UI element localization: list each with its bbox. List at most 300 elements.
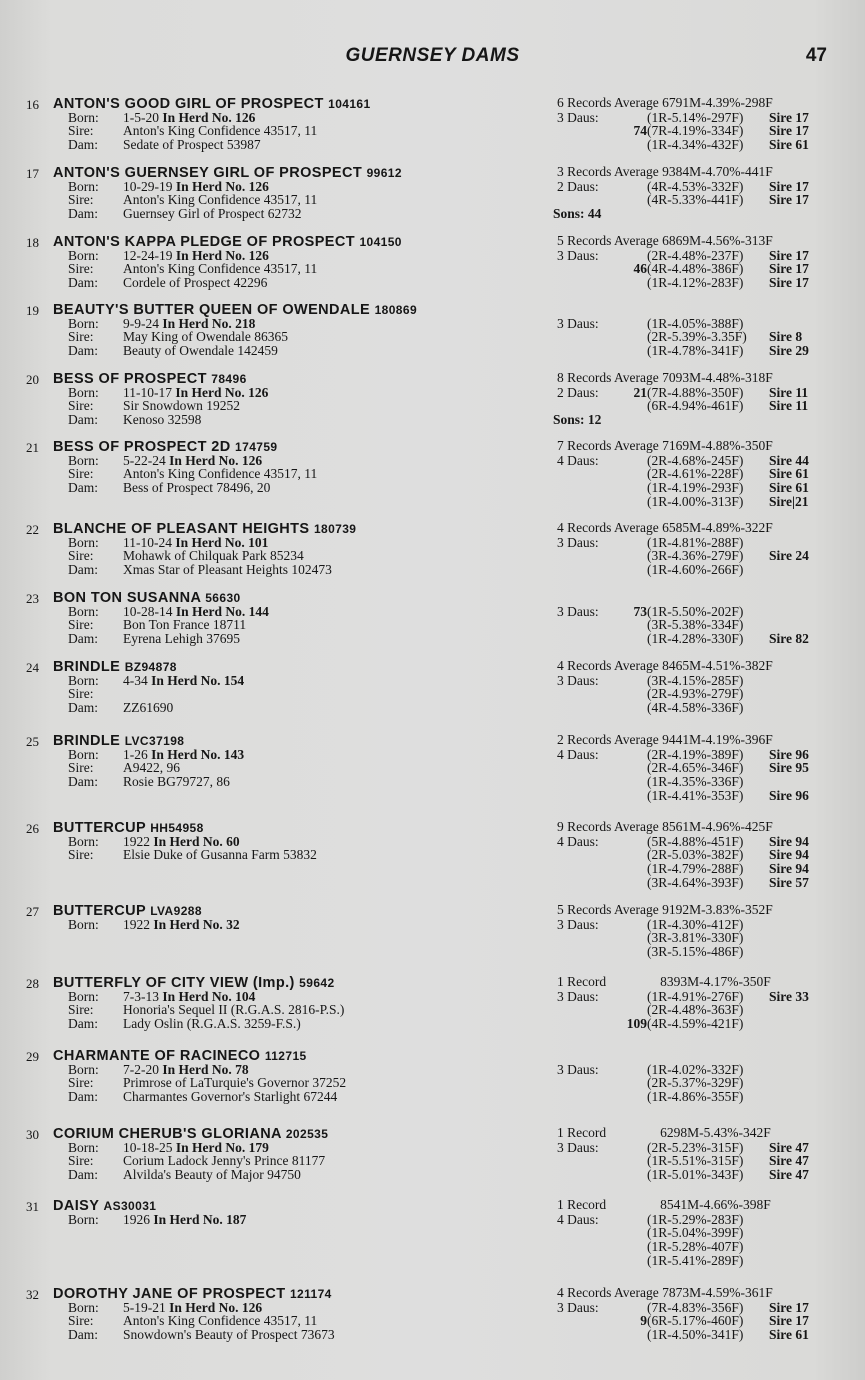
daughter-record: (1R-4.00%-313F): [647, 493, 744, 509]
daughter-record: (1R-4.81%-288F): [647, 534, 744, 550]
dam-name: Charmantes Governor's Starlight 67244: [123, 1089, 338, 1105]
born-date: 1922: [123, 833, 150, 849]
entry-number: 17: [26, 166, 39, 181]
daughter-sire: Sire|21: [769, 493, 809, 509]
herd-number: 218: [235, 315, 256, 331]
born-date: 10-29-19: [123, 178, 173, 194]
records-average: 1 Record 6298M-5.43%-342F: [557, 1125, 771, 1140]
daughter-record: (7R-4.19%-334F): [647, 123, 744, 139]
sons-count: Sons: 44: [553, 206, 602, 222]
daughter-sire: Sire 29: [769, 343, 809, 359]
sire-label: Sire:: [68, 466, 94, 482]
daughter-sire: Sire 61: [769, 1327, 809, 1343]
daughter-record: (3R-4.64%-393F): [647, 874, 744, 890]
herd-number: 104: [235, 988, 256, 1004]
daughter-sire: Sire 17: [769, 261, 809, 277]
daughter-sire: Sire 33: [769, 988, 809, 1004]
daughter-sire: Sire 11: [769, 384, 809, 400]
herd-number: 144: [248, 603, 269, 619]
born-date: 7-3-13: [123, 988, 159, 1004]
daughter-sire: Sire 82: [769, 631, 809, 647]
daughter-record: (1R-4.91%-276F): [647, 988, 744, 1004]
born-label: Born:: [68, 109, 99, 125]
registration-number: BZ94878: [124, 660, 177, 674]
registration-number: 180739: [313, 522, 357, 536]
daughters-label: 2 Daus:: [557, 384, 599, 400]
daughters-label: 3 Daus:: [557, 1061, 599, 1077]
born-date: 10-28-14: [123, 603, 173, 619]
in-herd-label: In Herd No.: [153, 833, 223, 849]
dam-line: [68, 344, 278, 358]
daughter-sire: Sire 8: [769, 329, 803, 345]
entry-number: 16: [26, 97, 39, 112]
daughter-record: (4R-4.59%-421F): [647, 1016, 744, 1032]
daughter-record: (6R-4.94%-461F): [647, 398, 744, 414]
dam-name: Lady Oslin (R.G.A.S. 3259-F.S.): [123, 1016, 301, 1032]
registration-number: LVA9288: [150, 904, 202, 918]
daughters-label: 4 Daus:: [557, 833, 599, 849]
registration-number: 99612: [366, 166, 402, 180]
in-herd-label: In Herd No.: [175, 1139, 246, 1155]
herd-number: 60: [226, 833, 240, 849]
dam-label: Dam:: [68, 1089, 98, 1105]
dam-label: Dam:: [68, 631, 98, 647]
daughter-sire: Sire 11: [769, 398, 809, 414]
cow-name-text: BUTTERCUP: [53, 903, 146, 919]
daughter-sire: Sire 61: [769, 137, 809, 153]
cow-name-text: BRINDLE: [53, 733, 121, 749]
records-average: 5 Records Average 6869M-4.56%-313F: [557, 233, 773, 248]
registration-number: HH54958: [150, 821, 204, 835]
records-average: 4 Records Average 7873M-4.59%-361F: [557, 1285, 773, 1300]
daughter-sire: Sire 47: [769, 1139, 809, 1155]
sons-count: Sons: 12: [553, 412, 602, 428]
daughter-sire: Sire 17: [769, 275, 809, 291]
dam-name: Rosie BG79727, 86: [123, 774, 230, 790]
dam-label: Dam:: [68, 562, 98, 578]
in-herd-label: In Herd No.: [162, 1061, 232, 1077]
cow-name-text: DOROTHY JANE OF PROSPECT: [53, 1286, 286, 1302]
sire-name: Primrose of LaTurquie's Governor 37252: [123, 1075, 347, 1091]
in-herd-label: In Herd No.: [169, 452, 239, 468]
registration-number: 202535: [285, 1127, 329, 1141]
born-date: 5-22-24: [123, 452, 166, 468]
herd-number: 126: [248, 178, 269, 194]
daughters-label: 2 Daus:: [557, 178, 599, 194]
dam-line: [68, 1168, 301, 1182]
daughter-lifetime: 73: [633, 603, 647, 619]
records-average: 7 Records Average 7169M-4.88%-350F: [557, 438, 773, 453]
entry-number: 18: [26, 235, 39, 250]
dam-name: Xmas Star of Pleasant Heights 102473: [123, 562, 332, 578]
daughter-sire: Sire 61: [769, 480, 809, 496]
cow-name-text: CORIUM CHERUB'S GLORIANA: [53, 1126, 282, 1142]
cow-name-text: CHARMANTE OF RACINECO: [53, 1048, 261, 1064]
born-label: Born:: [68, 534, 99, 550]
sire-label: Sire:: [68, 1153, 94, 1169]
daughter-record: (1R-4.35%-336F): [647, 774, 744, 790]
born-label: Born:: [68, 746, 99, 762]
herd-number: 126: [248, 384, 269, 400]
sire-label: Sire:: [68, 1313, 94, 1329]
daughter-sire: Sire 57: [769, 874, 809, 890]
cow-name-text: BEAUTY'S BUTTER QUEEN OF OWENDALE: [53, 302, 371, 318]
daughter-record: (1R-4.60%-266F): [647, 562, 744, 578]
daughter-record: (5R-4.88%-451F): [647, 833, 744, 849]
sire-label: Sire:: [68, 760, 94, 776]
daughter-sire: Sire 95: [769, 760, 809, 776]
born-label: Born:: [68, 247, 99, 263]
daughters-label: 3 Daus:: [557, 603, 599, 619]
sire-label: Sire:: [68, 329, 94, 345]
entry-number: 31: [26, 1199, 39, 1214]
in-herd-label: In Herd No.: [162, 988, 232, 1004]
dam-label: Dam:: [68, 1327, 98, 1343]
daughter-record: (1R-5.01%-343F): [647, 1167, 744, 1183]
daughters-label: 3 Daus:: [557, 247, 599, 263]
daughter-record: (4R-4.53%-332F): [647, 178, 744, 194]
registration-number: 174759: [235, 440, 278, 454]
herd-number: 154: [223, 672, 245, 688]
page-number: 47: [805, 45, 827, 66]
dam-line: [68, 1017, 301, 1031]
cow-name-text: BUTTERCUP: [53, 820, 146, 836]
dam-label: Dam:: [68, 1167, 98, 1183]
daughter-record: (4R-4.48%-386F): [647, 261, 744, 277]
dam-line: [68, 481, 270, 495]
daughter-record: (1R-5.29%-283F): [647, 1211, 744, 1227]
cow-name-text: BESS OF PROSPECT: [53, 371, 207, 387]
records-average: 6 Records Average 6791M-4.39%-298F: [557, 95, 773, 110]
in-herd-label: In Herd No.: [175, 603, 246, 619]
sire-label: Sire:: [68, 192, 94, 208]
born-label: Born:: [68, 178, 99, 194]
entry-number: 22: [26, 522, 39, 537]
cow-name-text: BESS OF PROSPECT 2D: [53, 439, 231, 455]
daughter-record: (1R-4.28%-330F): [647, 631, 744, 647]
in-herd-label: In Herd No.: [175, 384, 245, 400]
daughters-label: 3 Daus:: [557, 109, 599, 125]
born-date: 7-2-20: [123, 1061, 159, 1077]
entry-number: 32: [26, 1287, 39, 1302]
sire-label: Sire:: [68, 847, 94, 863]
cow-name-text: ANTON'S GUERNSEY GIRL OF PROSPECT: [53, 165, 363, 181]
daughters-label: 3 Daus:: [557, 1299, 599, 1315]
sire-name: Mohawk of Chilquak Park 85234: [123, 548, 304, 564]
daughter-record: (1R-4.86%-355F): [647, 1089, 744, 1105]
born-label: Born:: [68, 603, 99, 619]
daughter-record: (1R-4.34%-432F): [647, 137, 744, 153]
sire-label: Sire:: [68, 261, 94, 277]
daughter-record: (7R-4.88%-350F): [647, 384, 744, 400]
cow-name-text: BLANCHE OF PLEASANT HEIGHTS: [53, 521, 310, 537]
born-date: 12-24-19: [123, 247, 173, 263]
in-herd-label: In Herd No.: [151, 746, 221, 762]
daughter-record: (1R-4.30%-412F): [647, 916, 744, 932]
daughter-record: (6R-5.17%-460F): [647, 1313, 744, 1329]
in-herd-label: In Herd No.: [175, 178, 246, 194]
entry-number: 21: [26, 440, 39, 455]
born-label: Born:: [68, 1061, 99, 1077]
dam-name: Beauty of Owendale 142459: [123, 343, 278, 359]
daughters-label: 3 Daus:: [557, 1139, 599, 1155]
records-average: 4 Records Average 6585M-4.89%-322F: [557, 520, 773, 535]
herd-number: 143: [223, 746, 245, 762]
dam-name: Snowdown's Beauty of Prospect 73673: [123, 1327, 335, 1343]
daughters-label: 4 Daus:: [557, 746, 599, 762]
daughters-label: 3 Daus:: [557, 315, 599, 331]
daughter-sire: Sire 94: [769, 847, 809, 863]
dam-name: Sedate of Prospect 53987: [123, 137, 261, 153]
dam-name: Alvilda's Beauty of Major 94750: [123, 1167, 301, 1183]
registration-number: 104150: [359, 235, 402, 249]
sire-name: Honoria's Sequel II (R.G.A.S. 2816-P.S.): [123, 1002, 345, 1018]
born-date: 1-26: [123, 746, 148, 762]
born-date: 5-19-21: [123, 1299, 166, 1315]
registration-number: 180869: [374, 303, 418, 317]
born-label: Born:: [68, 315, 99, 331]
daughter-record: (1R-4.50%-341F): [647, 1327, 744, 1343]
daughter-record: (3R-4.15%-285F): [647, 672, 744, 688]
daughter-lifetime: 9: [640, 1313, 647, 1329]
daughter-record: (2R-5.39%-3.35F): [647, 329, 747, 345]
dam-line: [68, 138, 261, 152]
daughter-record: (1R-4.41%-353F): [647, 787, 744, 803]
daughter-record: (2R-4.65%-346F): [647, 760, 744, 776]
cow-name-text: BUTTERFLY OF CITY VIEW (Imp.): [53, 975, 295, 991]
sire-label: Sire:: [68, 617, 94, 633]
in-herd-label: In Herd No.: [175, 247, 246, 263]
born-date: 4-34: [123, 672, 148, 688]
sire-label: Sire:: [68, 1075, 94, 1091]
daughter-sire: Sire 47: [769, 1153, 809, 1169]
in-herd-label: In Herd No.: [153, 916, 223, 932]
dam-name: Bess of Prospect 78496, 20: [123, 480, 271, 496]
daughter-record: (2R-4.48%-237F): [647, 247, 744, 263]
sire-name: Bon Ton France 18711: [123, 617, 247, 633]
born-date: 11-10-24: [123, 534, 172, 550]
registration-number: LVC37198: [124, 734, 185, 748]
daughter-record: (4R-5.33%-441F): [647, 192, 744, 208]
daughter-sire: Sire 17: [769, 192, 809, 208]
in-herd-label: In Herd No.: [153, 1211, 223, 1227]
daughters-label: 3 Daus:: [557, 916, 599, 932]
in-herd-label: In Herd No.: [169, 1299, 239, 1315]
records-average: 1 Record 8393M-4.17%-350F: [557, 974, 771, 989]
daughter-sire: Sire 17: [769, 123, 809, 139]
records-average: 8 Records Average 7093M-4.48%-318F: [557, 370, 773, 385]
born-label: Born:: [68, 916, 99, 932]
records-average: 1 Record 8541M-4.66%-398F: [557, 1197, 771, 1212]
records-average: 4 Records Average 8465M-4.51%-382F: [557, 658, 773, 673]
daughter-record: (2R-5.23%-315F): [647, 1139, 744, 1155]
daughter-sire: Sire 61: [769, 466, 809, 482]
entry-number: 25: [26, 734, 39, 749]
herd-number: 126: [248, 247, 269, 263]
daughter-lifetime: 21: [633, 384, 647, 400]
born-date: 1922: [123, 916, 150, 932]
entry-number: 30: [26, 1127, 39, 1142]
dam-name: Guernsey Girl of Prospect 62732: [123, 206, 302, 222]
entry-number: 26: [26, 821, 39, 836]
herd-number: 187: [226, 1211, 247, 1227]
daughter-record: (7R-4.83%-356F): [647, 1299, 744, 1315]
dam-line: [68, 775, 230, 789]
dam-line: [68, 1090, 337, 1104]
dam-label: Dam:: [68, 343, 98, 359]
registration-number: 59642: [299, 976, 335, 990]
daughter-record: (3R-3.81%-330F): [647, 930, 744, 946]
sire-name: May King of Owendale 86365: [123, 329, 288, 345]
daughter-record: (3R-5.15%-486F): [647, 944, 744, 960]
herd-number: 32: [226, 916, 240, 932]
daughter-record: (1R-5.14%-297F): [647, 109, 744, 125]
daughter-record: (1R-5.41%-289F): [647, 1252, 744, 1268]
born-date: 1-5-20: [123, 109, 159, 125]
herd-number: 126: [241, 1299, 263, 1315]
born-line: [68, 674, 244, 688]
dam-label: Dam:: [68, 412, 98, 428]
daughter-record: (1R-4.05%-388F): [647, 315, 744, 331]
dam-label: Dam:: [68, 774, 98, 790]
dam-name: Cordele of Prospect 42296: [123, 275, 268, 291]
daughter-record: (2R-4.48%-363F): [647, 1002, 744, 1018]
daughters-label: 3 Daus:: [557, 672, 599, 688]
daughter-sire: Sire 47: [769, 1167, 809, 1183]
registration-number: AS30031: [103, 1199, 157, 1213]
daughter-sire: Sire 44: [769, 452, 809, 468]
daughter-sire: Sire 24: [769, 548, 809, 564]
born-date: 11-10-17: [123, 384, 172, 400]
daughter-record: (4R-4.58%-336F): [647, 700, 744, 716]
daughter-record: (2R-4.61%-228F): [647, 466, 744, 482]
dam-line: [68, 632, 240, 646]
sire-name: Corium Ladock Jenny's Prince 81177: [123, 1153, 326, 1169]
dam-line: [68, 207, 301, 221]
daughter-record: (1R-5.50%-202F): [647, 603, 744, 619]
dam-label: Dam:: [68, 275, 98, 291]
daughters-label: 3 Daus:: [557, 988, 599, 1004]
cow-name-text: ANTON'S KAPPA PLEDGE OF PROSPECT: [53, 234, 355, 250]
born-label: Born:: [68, 1299, 99, 1315]
born-line: [68, 918, 240, 932]
daughter-sire: Sire 17: [769, 1299, 809, 1315]
cow-name-text: BON TON SUSANNA: [53, 590, 201, 606]
daughter-sire: Sire 94: [769, 833, 809, 849]
daughter-lifetime: 46: [633, 261, 647, 277]
dam-name: Eyrena Lehigh 37695: [123, 631, 240, 647]
dam-line: [68, 276, 267, 290]
page-title: GUERNSEY DAMS: [345, 45, 520, 66]
dam-line: [68, 563, 332, 577]
registration-number: 78496: [211, 372, 247, 386]
born-label: Born:: [68, 452, 99, 468]
entry-number: 27: [26, 904, 39, 919]
cow-name-text: DAISY: [53, 1198, 100, 1214]
sire-name: Elsie Duke of Gusanna Farm 53832: [123, 847, 317, 863]
dam-label: Dam:: [68, 137, 98, 153]
in-herd-label: In Herd No.: [151, 672, 221, 688]
daughter-record: (1R-4.02%-332F): [647, 1061, 744, 1077]
daughter-record: (3R-4.36%-279F): [647, 548, 744, 564]
registration-number: 56630: [205, 591, 241, 605]
records-average: 3 Records Average 9384M-4.70%-441F: [557, 164, 773, 179]
born-date: 10-18-25: [123, 1139, 173, 1155]
daughter-record: (1R-4.78%-341F): [647, 343, 744, 359]
entry-number: 20: [26, 372, 39, 387]
sire-name: Anton's King Confidence 43517, 11: [123, 261, 318, 277]
daughter-lifetime: 109: [626, 1016, 647, 1032]
dam-label: Dam:: [68, 700, 98, 716]
daughter-sire: Sire 17: [769, 1313, 809, 1329]
registration-number: 112715: [264, 1049, 307, 1063]
daughter-sire: Sire 96: [769, 787, 809, 803]
daughter-record: (1R-4.12%-283F): [647, 275, 744, 291]
sire-label: Sire:: [68, 123, 94, 139]
in-herd-label: In Herd No.: [162, 109, 232, 125]
records-average: 9 Records Average 8561M-4.96%-425F: [557, 819, 773, 834]
herd-number: 179: [248, 1139, 269, 1155]
in-herd-label: In Herd No.: [162, 315, 232, 331]
sire-name: Anton's King Confidence 43517, 11: [123, 1313, 318, 1329]
sire-label: Sire:: [68, 1002, 94, 1018]
herd-number: 126: [241, 452, 263, 468]
dam-label: Dam:: [68, 480, 98, 496]
registration-number: 121174: [289, 1287, 332, 1301]
daughter-sire: Sire 94: [769, 861, 809, 877]
daughter-sire: Sire 96: [769, 746, 809, 762]
born-label: Born:: [68, 1139, 99, 1155]
entry-number: 28: [26, 976, 39, 991]
daughter-record: (1R-4.19%-293F): [647, 480, 744, 496]
cow-name-text: ANTON'S GOOD GIRL OF PROSPECT: [53, 96, 324, 112]
born-line: [68, 1213, 246, 1227]
sire-name: A9422, 96: [123, 760, 180, 776]
born-label: Born:: [68, 833, 99, 849]
sire-line: [68, 848, 317, 862]
daughter-record: (2R-5.37%-329F): [647, 1075, 744, 1091]
dam-line: [68, 413, 201, 427]
registration-number: 104161: [328, 97, 371, 111]
daughter-record: (1R-5.04%-399F): [647, 1225, 744, 1241]
entry-number: 23: [26, 591, 39, 606]
dam-line: [68, 701, 173, 715]
daughters-label: 4 Daus:: [557, 1211, 599, 1227]
sire-name: Anton's King Confidence 43517, 11: [123, 123, 318, 139]
born-label: Born:: [68, 988, 99, 1004]
sire-label: Sire:: [68, 398, 94, 414]
daughters-label: 4 Daus:: [557, 452, 599, 468]
daughter-sire: Sire 17: [769, 109, 809, 125]
entry-number: 29: [26, 1049, 39, 1064]
sire-name: Anton's King Confidence 43517, 11: [123, 192, 318, 208]
daughter-sire: Sire 17: [769, 178, 809, 194]
daughters-label: 3 Daus:: [557, 534, 599, 550]
entry-number: 24: [26, 660, 39, 675]
daughter-record: (1R-5.28%-407F): [647, 1239, 744, 1255]
dam-label: Dam:: [68, 1016, 98, 1032]
sire-label: Sire:: [68, 686, 94, 702]
dam-name: ZZ61690: [123, 700, 174, 716]
daughter-sire: Sire 17: [769, 247, 809, 263]
records-average: 5 Records Average 9192M-3.83%-352F: [557, 902, 773, 917]
herd-number: 78: [235, 1061, 249, 1077]
daughter-record: (2R-5.03%-382F): [647, 847, 744, 863]
born-label: Born:: [68, 672, 99, 688]
entry-number: 19: [26, 303, 39, 318]
daughter-record: (2R-4.19%-389F): [647, 746, 744, 762]
daughter-record: (1R-4.79%-288F): [647, 861, 744, 877]
